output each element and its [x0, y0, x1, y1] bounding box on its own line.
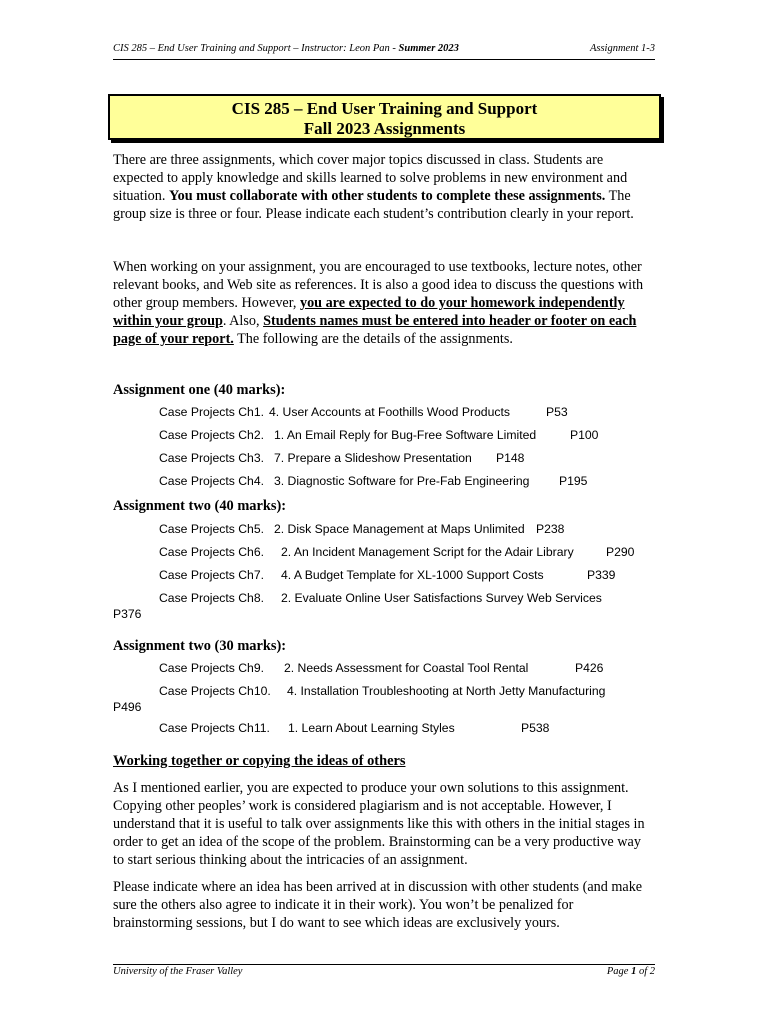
item-chapter: Case Projects Ch8.: [159, 591, 264, 605]
working-underline1: you are expected to do your homework independently within your group: [113, 295, 625, 329]
item-chapter: Case Projects Ch3.: [159, 451, 264, 465]
title-box: [108, 94, 661, 140]
footer-page-total: 2: [649, 966, 655, 977]
item-title: 7. Prepare a Slideshow Presentation: [274, 451, 472, 465]
item-title: 3. Diagnostic Software for Pre-Fab Engineering: [274, 474, 530, 488]
item-page: P426: [575, 661, 604, 675]
assignment-two-heading: Assignment two (40 marks):: [113, 498, 287, 514]
item-title: 1. Learn About Learning Styles: [288, 721, 455, 735]
title-line2: Fall 2023 Assignments: [303, 119, 466, 138]
item-title: 4. Installation Troubleshooting at North Jetty Manufacturing: [287, 684, 606, 698]
item-title: 4. User Accounts at Foothills Wood Products: [269, 405, 510, 419]
intro-text2: The group size is three or four. Please indicate each student’s contribution clearly in your report.: [113, 188, 634, 222]
footer-page-label: Page: [606, 966, 632, 977]
header-course: [113, 43, 459, 54]
header-course-text: CIS 285 – End User Training and Support – Instructor: Leon Pan -: [113, 43, 399, 54]
item-chapter: Case Projects Ch10.: [159, 684, 271, 698]
item-chapter: Case Projects Ch2.: [159, 428, 264, 442]
item-chapter: Case Projects Ch4.: [159, 474, 264, 488]
item-page: P148: [496, 451, 525, 465]
item-page: P238: [536, 522, 565, 536]
item-page: P195: [559, 474, 588, 488]
item-chapter: Case Projects Ch9.: [159, 661, 264, 675]
copying-paragraph1: [113, 779, 655, 869]
working-text3: The following are the details of the assignments.: [233, 331, 513, 347]
item-title: 2. Disk Space Management at Maps Unlimited: [274, 522, 525, 536]
copying-heading: Working together or copying the ideas of others: [113, 753, 406, 769]
item-page: P339: [587, 568, 616, 582]
working-underline2: Students names must be entered into header or footer on each page of your report.: [113, 313, 637, 347]
page-footer: [113, 964, 655, 979]
page-header: [113, 43, 655, 60]
item-page-wrapped: P496: [113, 700, 142, 714]
footer-institution: University of the Fraser Valley: [113, 966, 243, 977]
title-line1: CIS 285 – End User Training and Support: [231, 99, 538, 118]
item-title: 2. An Incident Management Script for the Adair Library: [281, 545, 574, 559]
working-paragraph: [113, 258, 655, 348]
item-title: 2. Needs Assessment for Coastal Tool Rental: [284, 661, 529, 675]
item-chapter: Case Projects Ch1.: [159, 405, 264, 419]
intro-text1: There are three assignments, which cover major topics discussed in class. Students are expected to apply knowledge and skills learned to solve problems in new environment and situation.: [113, 152, 628, 204]
item-title: 4. A Budget Template for XL-1000 Support Costs: [281, 568, 544, 582]
assignment-one-heading: Assignment one (40 marks):: [113, 382, 286, 398]
footer-page-current: 1: [631, 966, 637, 977]
item-page: P100: [570, 428, 599, 442]
copying-paragraph2: [113, 878, 655, 932]
assignment-three-heading: Assignment two (30 marks):: [113, 638, 287, 654]
copying-text2: Please indicate where an idea has been arrived at in discussion with other students (and make sure the others also agree to indicate it in their work). You won’t be penalized for brainstorming sessions, but I do want to see which ideas are exclusively yours.: [113, 879, 643, 931]
item-page: P538: [521, 721, 550, 735]
intro-bold: You must collaborate with other students to complete these assignments.: [168, 188, 606, 204]
header-term: Summer 2023: [398, 43, 459, 54]
item-chapter: Case Projects Ch5.: [159, 522, 264, 536]
item-page: P53: [546, 405, 568, 419]
footer-page-of: of: [636, 966, 650, 977]
item-page-wrapped: P376: [113, 607, 142, 621]
item-chapter: Case Projects Ch7.: [159, 568, 264, 582]
working-text1: When working on your assignment, you are encouraged to use textbooks, lecture notes, other relevant books, and Web site as references. It is also a good idea to discuss the questions with other group members. However,: [113, 259, 644, 311]
footer-page-number: [607, 966, 655, 977]
item-title: 2. Evaluate Online User Satisfactions Survey Web Services: [281, 591, 602, 605]
working-text2: . Also,: [222, 313, 264, 329]
item-chapter: Case Projects Ch6.: [159, 545, 264, 559]
header-assignment: Assignment 1-3: [589, 43, 655, 54]
item-page: P290: [606, 545, 635, 559]
intro-paragraph: [113, 151, 655, 223]
copying-text1: As I mentioned earlier, you are expected to produce your own solutions to this assignment. Copying other peoples’ work is considered plagiarism and is not acceptable. However, I understand that it is useful to talk over assignments like this with others in the initial stages in order to get an idea of the scope of the problem. Brainstorming can be a very productive way to start serious thinking about the intricacies of an assignment.: [113, 780, 645, 868]
item-title: 1. An Email Reply for Bug-Free Software Limited: [274, 428, 537, 442]
item-chapter: Case Projects Ch11.: [159, 721, 270, 735]
